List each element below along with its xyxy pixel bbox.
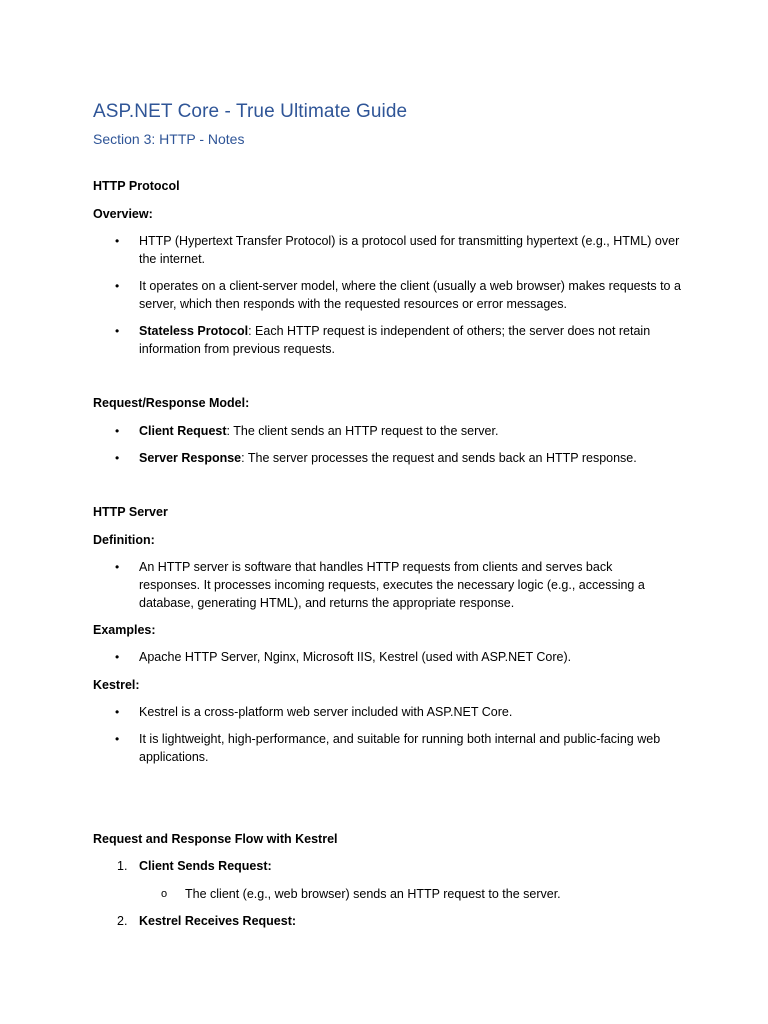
list-item xyxy=(139,277,699,313)
item-text: : Each HTTP request is independent of others; the server does not retain information from previous requests. xyxy=(139,324,651,356)
bullet-marker: • xyxy=(115,424,120,438)
step-label: Client Sends Request: xyxy=(139,859,272,873)
heading-http-protocol: HTTP Protocol xyxy=(93,179,180,193)
label-kestrel: Kestrel: xyxy=(93,678,140,692)
bullet-marker: • xyxy=(115,705,120,719)
item-text: HTTP (Hypertext Transfer Protocol) is a protocol used for transmitting hypertext (e.g., HTML) over the internet. xyxy=(139,234,680,266)
heading-http-server: HTTP Server xyxy=(93,505,168,519)
bullet-marker: • xyxy=(115,234,120,248)
list-item xyxy=(139,648,699,666)
bullet-marker: • xyxy=(115,451,120,465)
list-item xyxy=(139,322,699,358)
label-definition: Definition: xyxy=(93,533,155,547)
list-item xyxy=(139,703,699,721)
document-title: ASP.NET Core - True Ultimate Guide xyxy=(93,101,408,122)
document-subtitle: Section 3: HTTP - Notes xyxy=(93,131,245,147)
step-label: Kestrel Receives Request: xyxy=(139,914,297,928)
step-number: 2. xyxy=(117,914,128,928)
bullet-marker: • xyxy=(115,732,120,746)
sub-bullet-marker: o xyxy=(161,888,168,900)
item-text: Apache HTTP Server, Nginx, Microsoft IIS, Kestrel (used with ASP.NET Core). xyxy=(139,650,572,664)
list-item xyxy=(139,449,699,467)
list-item xyxy=(139,422,699,440)
step-number: 1. xyxy=(117,859,128,873)
step-detail: The client (e.g., web browser) sends an HTTP request to the server. xyxy=(185,887,561,901)
item-text: It is lightweight, high-performance, and suitable for running both internal and public-facing web applications. xyxy=(139,732,661,764)
item-bold: Server Response xyxy=(139,451,242,465)
list-item xyxy=(139,558,659,612)
heading-request-response-flow: Request and Response Flow with Kestrel xyxy=(93,832,338,846)
bullet-marker: • xyxy=(115,650,120,664)
label-request-response-model: Request/Response Model: xyxy=(93,396,250,410)
label-overview: Overview: xyxy=(93,207,153,221)
bullet-marker: • xyxy=(115,324,120,338)
label-examples: Examples: xyxy=(93,623,156,637)
item-text: Kestrel is a cross-platform web server included with ASP.NET Core. xyxy=(139,705,513,719)
item-bold: Stateless Protocol xyxy=(139,324,249,338)
bullet-marker: • xyxy=(115,560,120,574)
item-bold: Client Request xyxy=(139,424,227,438)
item-text: An HTTP server is software that handles HTTP requests from clients and serves back responses. It processes incoming requests, executes the necessary logic (e.g., accessing a database, generating HTML), and returns the appropriate response. xyxy=(139,560,645,610)
item-text: It operates on a client-server model, where the client (usually a web browser) makes requests to a server, which then responds with the requested resources or error messages. xyxy=(139,279,681,311)
list-item xyxy=(139,232,699,268)
bullet-marker: • xyxy=(115,279,120,293)
item-text: : The client sends an HTTP request to the server. xyxy=(226,424,499,438)
item-text: : The server processes the request and sends back an HTTP response. xyxy=(241,451,637,465)
list-item xyxy=(139,730,699,766)
